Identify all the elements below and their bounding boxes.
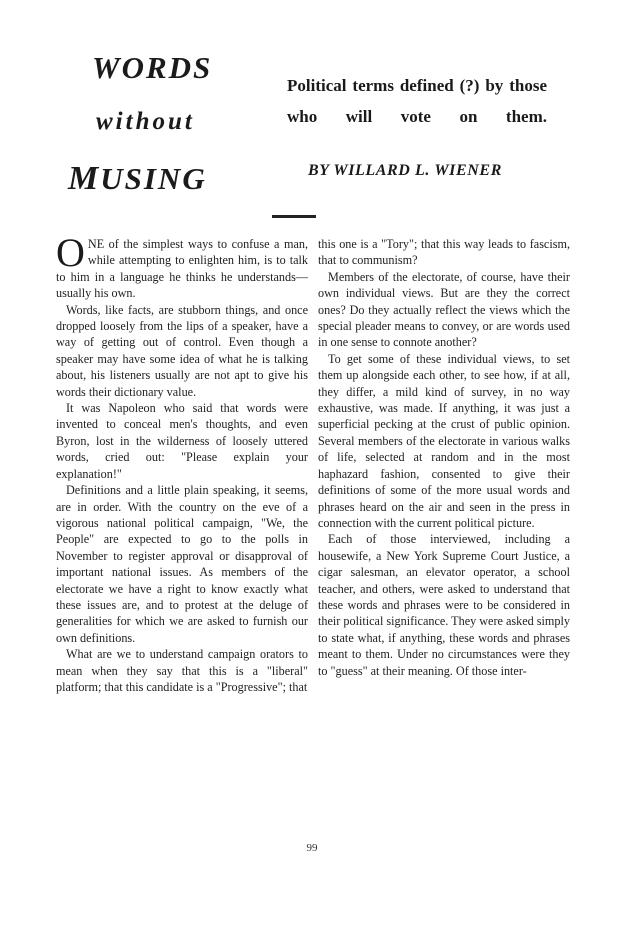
paragraph: this one is a "Tory"; that this way leads to fascism, that to communism? [318,237,570,268]
paragraph: Each of those interviewed, including a housewife, a New York Supreme Court Justice, a cigar salesman, an elevator operator, a school teacher, and others, were asked to understand that these words and phrases were to be considered in their political significance. They were asked simply to state what, if anything, these words and phrases meant to them. Under no circumstances were they to "guess" at their meaning. Of those inter- [318,532,570,678]
title-word-words: WORDS [92,50,213,85]
paragraph: Members of the electorate, of course, have their own individual views. But are they the correct ones? Do they actually reflect the views which the special pleader means to convey, or are words used in one sense to connote another? [318,269,570,350]
title-word-without: without [96,108,195,135]
article-subtitle: Political terms defined (?) by those who will vote on them. [287,76,547,126]
paragraph: What are we to understand campaign orators to mean when they say that this is a "liberal" platform; that this candidate is a "Progressive"; that [56,647,308,694]
author-byline: BY WILLARD L. WIENER [308,162,502,179]
text-column-left [56,230,308,695]
paragraph [56,230,308,302]
title-musing-initial: M [68,160,101,197]
lead-in-smallcaps: NE [87,237,105,251]
text-column-right [318,236,570,679]
page-number: 99 [306,842,318,854]
paragraph: Words, like facts, are stubborn things, and once dropped loosely from the lips of a speaker, have a way of getting out of control. Even though a speaker may have some idea of what he is talking about, his listeners usually are not apt to give his words their dictionary value. [56,302,308,399]
paragraph: To get some of these individual views, to set them up alongside each other, to see how, if at all, they differ, a mild kind of survey, in no way exhaustive, was made. If anything, it was just a superficial pecking at the crust of public opinion. Several members of the electorate in various walks of life, selected at random and in the most haphazard fashion, consented to give their definitions of some of the more usual words and phrases heard on the air and seen in the press in connection with the current political picture. [318,351,570,530]
title-musing-rest: USING [100,161,207,196]
title-word-musing [68,160,207,198]
paragraph: Definitions and a little plain speaking, it seems, are in order. With the country on the eve of a vigorous national political campaign, "We, the People" are expected to go to the polls in November to register approval or disapproval of important national issues. As members of the electorate we have a right to know exactly what these issues are, and to protest at the deluge of generalities for which we are asked to furnish our own definitions. [56,483,308,645]
paragraph-text: of the simplest ways to confuse a man, while attempting to enlighten him, is to talk to him in a language he thinks he understands—usually his own. [56,237,308,301]
drop-cap: O [56,230,85,275]
title-divider-rule [272,215,316,218]
paragraph: It was Napoleon who said that words were invented to conceal men's thoughts, and even Byron, lost in the wilderness of loosely uttered words, cried out: "Please explain your explanation!" [56,401,308,481]
